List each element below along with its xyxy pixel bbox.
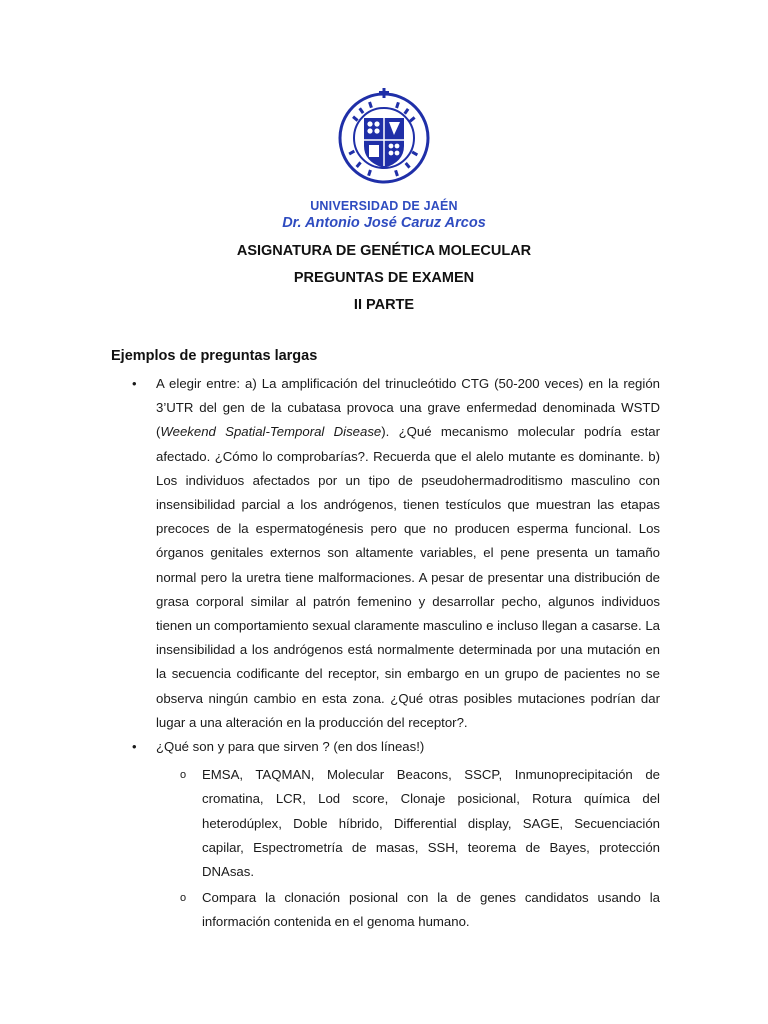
question-text-end: ). ¿Qué mecanismo molecular podría estar afectado. ¿Cómo lo comprobarías?. Recuerda que el alelo mutante es dominante. b) Los individuos afectados por un tipo de pseudohermadroditismo masculino con insensibilidad parcial a los andrógenos, tienen testículos que muestran las etapas precoces de la espermatogénesis pero que no producen esperma funcional. Los órganos genitales externos son altamente variables, el pene presenta un tamaño normal pero la uretra tiene malformaciones. A pesar de presentar una distribución de grasa corporal similar al patrón femenino y desarrollar pecho, algunos individuos tienen un comportamiento sexual claramente masculino e incluso llegan a casarse. La insensibilidad a los andrógenos está normalmente determinada por una mutación en la secuencia codificante del receptor, sin embargo en un grupo de pacientes no se observa ningún cambio en esta zona. ¿Qué otras posibles mutaciones podrían dar lugar a una alteración en la producción del receptor?. [156,424,660,730]
circle-bullet-icon: o [180,769,187,782]
sub-question-text: EMSA, TAQMAN, Molecular Beacons, SSCP, Inmunoprecipitación de cromatina, LCR, Lod score, Clonaje posicional, Rotura química del heterodúplex, Doble híbrido, Differential display, SAGE, Secuenciación capilar, Espectrometría de masas, SSH, teorema de Bayes, protección DNAsas. [202,767,660,880]
question-list [132,372,660,937]
question-text: ¿Qué son y para que sirven ? (en dos líneas!) [156,739,425,755]
university-seal-icon [336,88,432,184]
disease-name: Weekend Spatial-Temporal Disease [160,424,382,440]
sub-list-item [156,763,660,884]
author-name: Dr. Antonio José Caruz Arcos [282,215,486,231]
section-title: Ejemplos de preguntas largas [111,348,318,364]
bullet-icon: • [132,376,137,391]
part-label: II PARTE [353,297,415,313]
question-text-start: A elegir entre: a) La amplificación del trinucleótido CTG (50-200 veces) en la región 3’UTR del gen de la cubatasa provoca una grave enfermedad denominada WSTD ( [156,376,660,440]
list-item [132,372,660,735]
bullet-icon: • [132,739,137,755]
sub-question-text: Compara la clonación posional con la de genes candidatos usando la información contenida en el genoma humano. [202,890,660,930]
list-item [132,735,660,935]
sub-list-item [156,886,660,934]
university-name: UNIVERSIDAD DE JAÉN [310,199,458,213]
circle-bullet-icon: o [180,892,187,905]
course-title: ASIGNATURA DE GENÉTICA MOLECULAR [236,243,532,259]
sub-question-list [156,763,660,934]
document-subtitle: PREGUNTAS DE EXAMEN [293,270,475,286]
